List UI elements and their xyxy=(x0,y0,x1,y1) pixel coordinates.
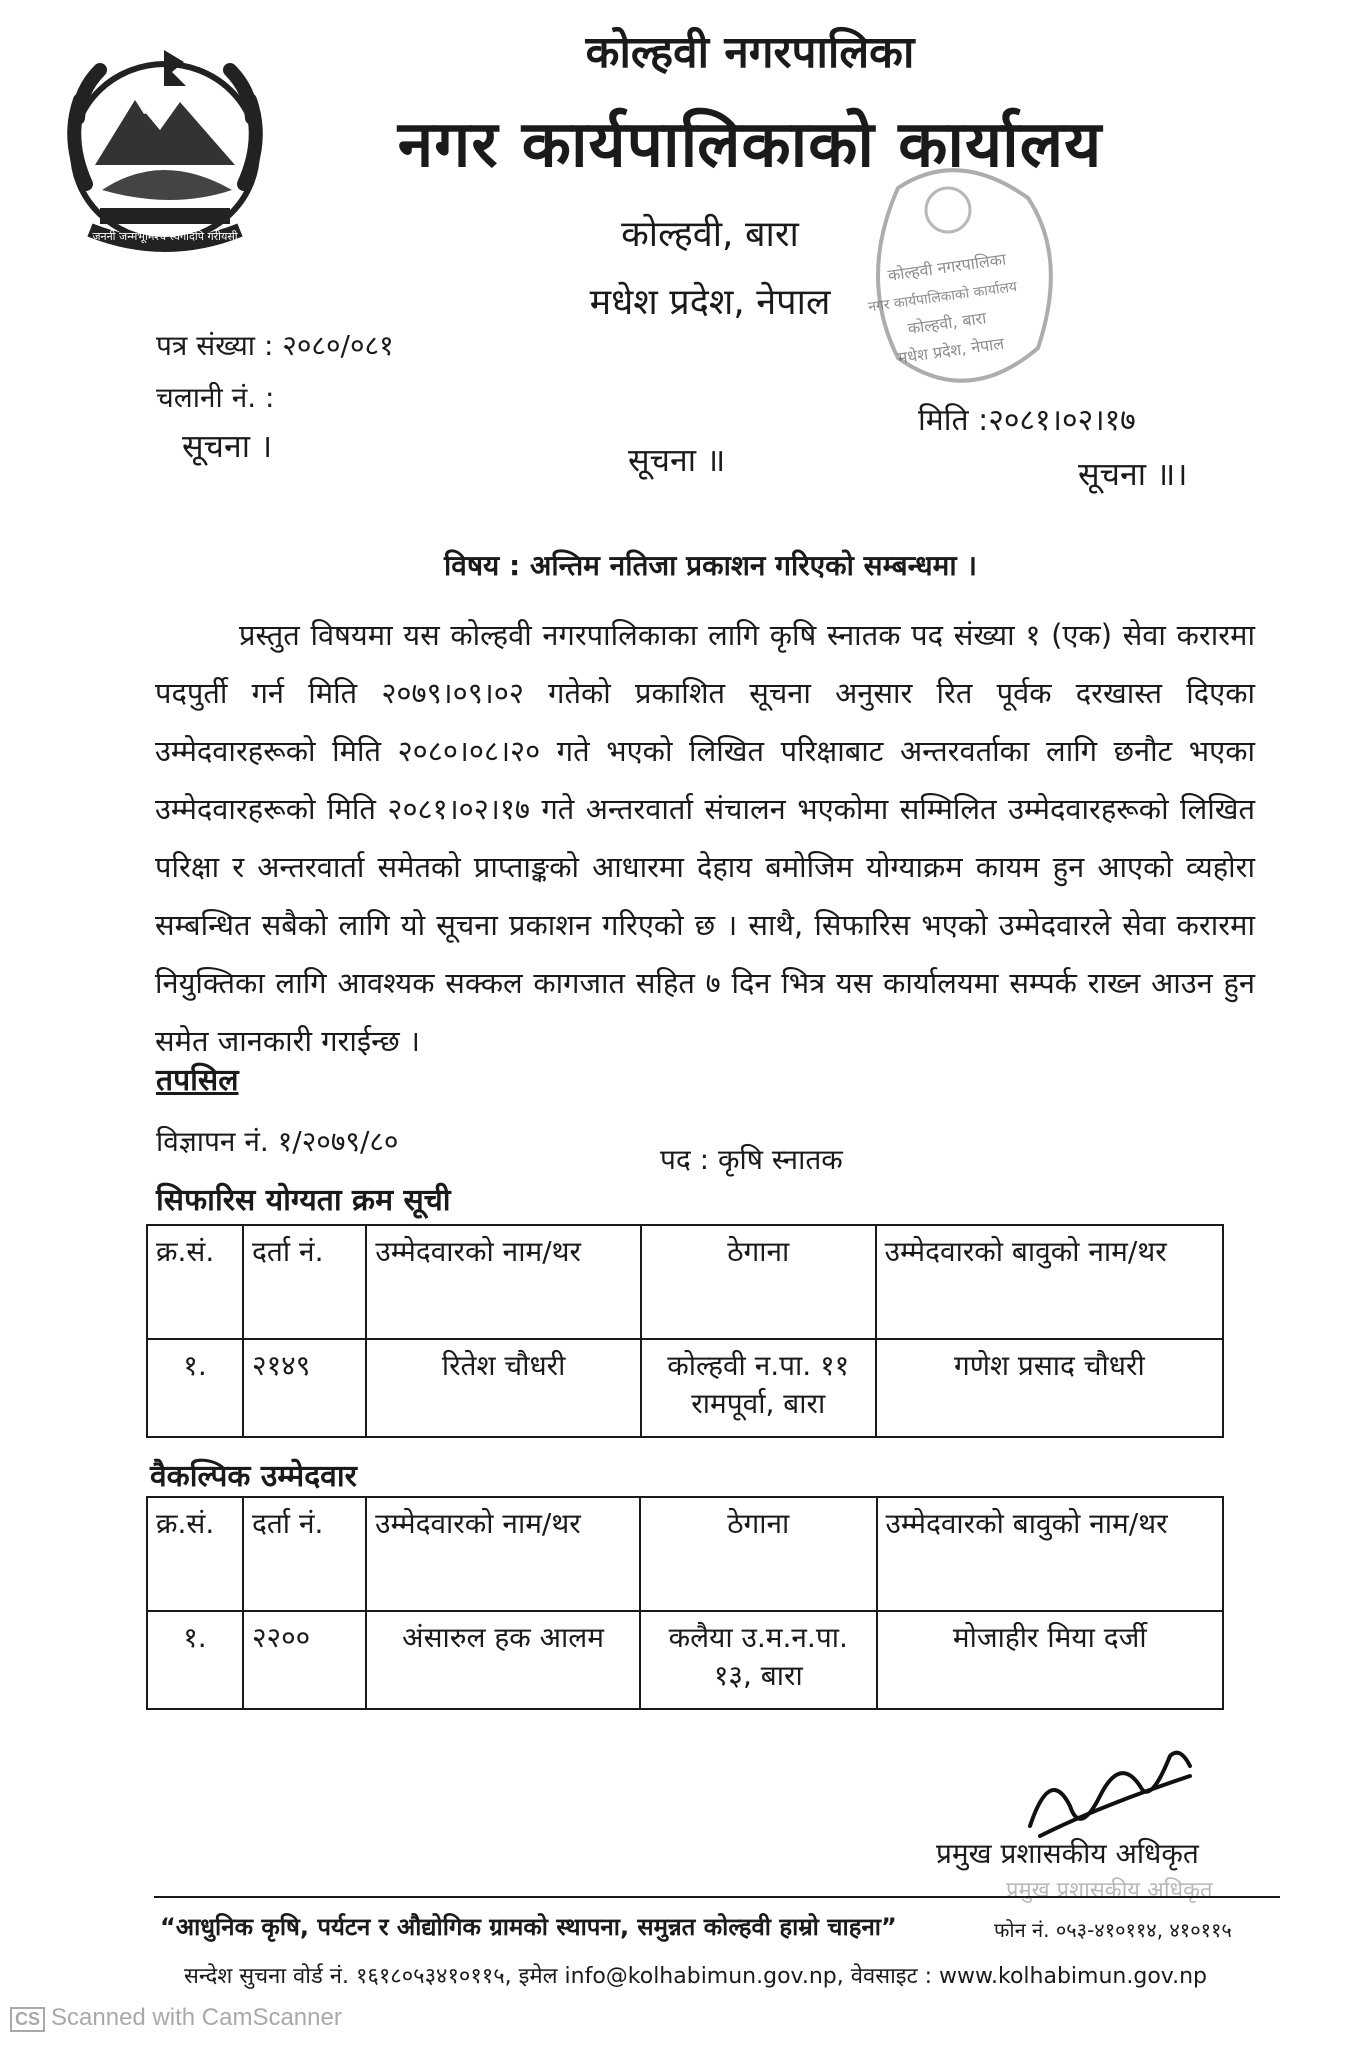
signatory-designation: प्रमुख प्रशासकीय अधिकृत xyxy=(936,1837,1199,1870)
address-part1: कलैया उ.म.न.पा. xyxy=(668,1621,848,1654)
stamp-line1: कोल्हवी नगरपालिका xyxy=(886,249,1008,285)
address-line1: कोल्हवी, बारा xyxy=(621,214,799,255)
recommended-table xyxy=(146,1224,1224,1438)
office-name: नगर कार्यपालिकाको कार्यालय xyxy=(397,108,1103,182)
dispatch-number: चलानी नं. : xyxy=(156,381,275,414)
header-name: उम्मेदवारको नाम/थर xyxy=(366,1225,640,1339)
notice-label-1: सूचना । xyxy=(182,427,273,465)
nepal-emblem-icon xyxy=(40,40,290,262)
cell-reg: २२०० xyxy=(243,1611,366,1709)
header-sn: क्र.सं. xyxy=(147,1497,243,1611)
footer-contact: सन्देश सुचना वोर्ड नं. १६१८०५३४१०११५, इमेल info@kolhabimun.gov.np, वेवसाइट : www.kolhabimun.gov.np xyxy=(184,1964,1207,1989)
header-reg: दर्ता नं. xyxy=(243,1225,366,1339)
scanner-watermark xyxy=(10,2004,342,2032)
cell-reg: २१४९ xyxy=(243,1339,366,1437)
cell-address xyxy=(640,1611,876,1709)
letter-number: पत्र संख्या : २०८०/०८१ xyxy=(156,329,394,362)
body-text: प्रस्तुत विषयमा यस कोल्हवी नगरपालिकाका लागि कृषि स्नातक पद संख्या १ (एक) सेवा करारमा पदपुर्ती गर्न मिति २०७९।०९।०२ गतेको प्रकाशित सूचना अनुसार रित पूर्वक दरखास्त दिएका उम्मेदवारहरूको मिति २०८०।०८।२० गते भएको लिखित परिक्षाबाट अन्तरवर्ताका लागि छनौट भएका उम्मेदवारहरूको मिति २०८१।०२।१७ गते अन्तरवार्ता संचालन भएकोमा सम्मिलित उम्मेदवारहरूको लिखित परिक्षा र अन्तरवार्ता समेतको प्राप्ताङ्कको आधारमा देहाय बमोजिम योग्याक्रम कायम हुन आएको व्यहोरा सम्बन्धित सबैको लागि यो सूचना प्रकाशन गरिएको छ । साथै, सिफारिस भएको उम्मेदवारले सेवा करारमा नियुक्तिका लागि आवश्यक सक्कल कागजात सहित ७ दिन भित्र यस कार्यालयमा सम्पर्क राख्न आउन हुन समेत जानकारी गराईन्छ । xyxy=(155,618,1255,1058)
table-row xyxy=(147,1339,1223,1437)
cell-sn: १. xyxy=(147,1611,243,1709)
address-part2: १३, बारा xyxy=(713,1659,803,1692)
cell-sn: १. xyxy=(147,1339,243,1437)
address-part2: रामपूर्वा, बारा xyxy=(691,1387,826,1420)
header-sn: क्र.सं. xyxy=(147,1225,243,1339)
header-father: उम्मेदवारको बावुको नाम/थर xyxy=(876,1225,1223,1339)
details-heading: तपसिल xyxy=(156,1063,239,1098)
alternate-list-title: वैकल्पिक उम्मेदवार xyxy=(150,1459,357,1494)
cell-father: गणेश प्रसाद चौधरी xyxy=(876,1339,1223,1437)
footer-divider xyxy=(154,1896,1280,1898)
stamp-line4: मधेश प्रदेश, नेपाल xyxy=(896,333,1006,368)
recommended-list-title: सिफारिस योग्यता क्रम सूची xyxy=(156,1183,451,1218)
address-line2: मधेश प्रदेश, नेपाल xyxy=(589,282,831,323)
footer-phone: फोन नं. ०५३-४१०११४, ४१०११५ xyxy=(994,1918,1232,1942)
stamp-line2: नगर कार्यपालिकाको कार्यालय xyxy=(867,278,1019,316)
camscanner-logo-icon: CS xyxy=(10,2007,45,2032)
scanner-text: Scanned with CamScanner xyxy=(51,2004,342,2031)
subject-line: विषय : अन्तिम नतिजा प्रकाशन गरिएको सम्बन्धमा । xyxy=(444,549,978,582)
header-address: ठेगाना xyxy=(641,1225,876,1339)
footer-slogan: “आधुनिक कृषि, पर्यटन र औद्योगिक ग्रामको स्थापना, समुन्नत कोल्हवी हाम्रो चाहना” xyxy=(160,1913,897,1941)
table-header-row xyxy=(147,1497,1223,1611)
cell-father: मोजाहीर मिया दर्जी xyxy=(877,1611,1223,1709)
table-header-row xyxy=(147,1225,1223,1339)
notice-date: मिति :२०८१।०२।१७ xyxy=(918,403,1136,438)
alternate-table xyxy=(146,1496,1224,1710)
header-address: ठेगाना xyxy=(640,1497,876,1611)
org-name: कोल्हवी नगरपालिका xyxy=(585,27,915,78)
header-name: उम्मेदवारको नाम/थर xyxy=(366,1497,640,1611)
header-father: उम्मेदवारको बावुको नाम/थर xyxy=(877,1497,1223,1611)
body-paragraph xyxy=(155,606,1255,1070)
cell-name: रितेश चौधरी xyxy=(366,1339,640,1437)
emblem-motto: जननी जन्मभूमिश्च स्वर्गादपि गरीयसी xyxy=(92,230,238,243)
advert-number: विज्ञापन नं. १/२०७९/८० xyxy=(156,1125,399,1158)
stamp-line3: कोल्हवी, बारा xyxy=(906,308,988,339)
address-part1: कोल्हवी न.पा. ११ xyxy=(667,1349,850,1382)
table-row xyxy=(147,1611,1223,1709)
signatory-stamp: प्रमुख प्रशासकीय अधिकृत xyxy=(1006,1878,1213,1903)
notice-label-3: सूचना ॥। xyxy=(1078,455,1188,493)
header-reg: दर्ता नं. xyxy=(243,1497,366,1611)
cell-address xyxy=(641,1339,876,1437)
cell-name: अंसारुल हक आलम xyxy=(366,1611,640,1709)
office-stamp-icon xyxy=(858,158,1074,388)
post-name: पद : कृषि स्नातक xyxy=(660,1143,843,1176)
notice-label-2: सूचना ॥ xyxy=(628,441,726,479)
